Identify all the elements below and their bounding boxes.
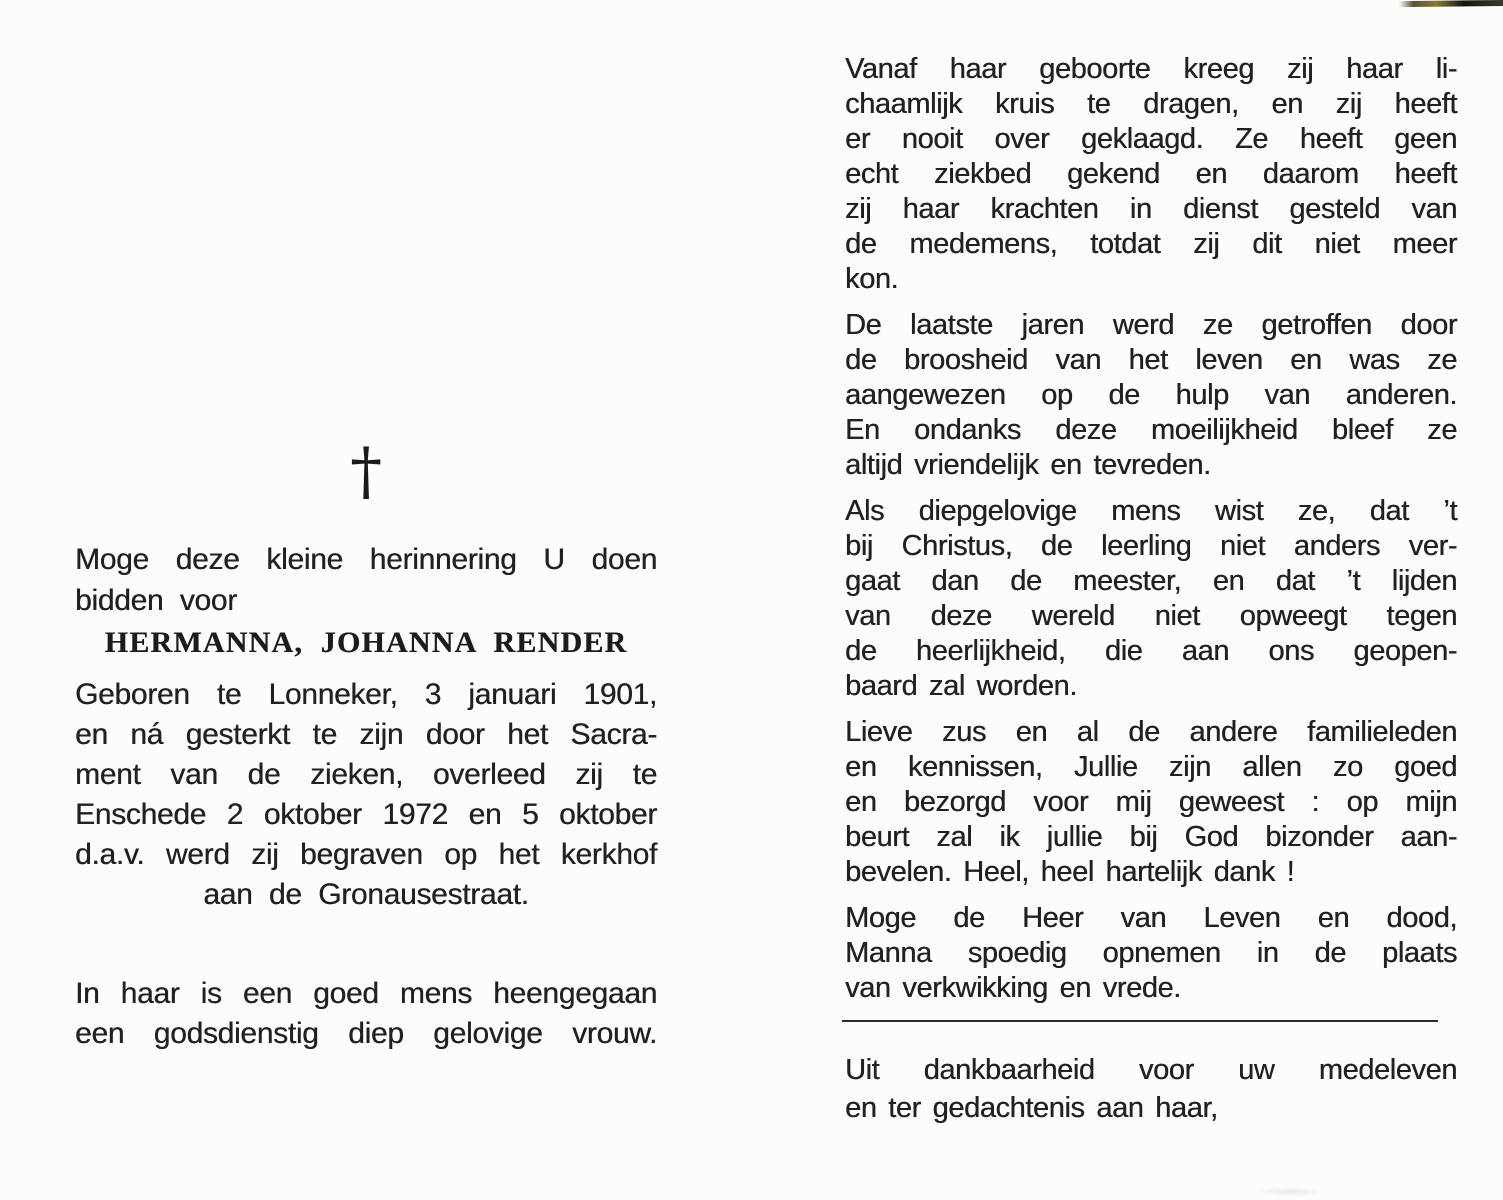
left-page <box>75 0 657 1200</box>
text-line: en bezorgd voor mij geweest : op mijn <box>845 786 1457 818</box>
text-line: d.a.v. werd zij begraven op het kerkhof <box>75 838 657 871</box>
text-line: De laatste jaren werd ze getroffen door <box>845 309 1457 341</box>
text-line: Vanaf haar geboorte kreeg zij haar li- <box>845 53 1457 85</box>
text-line: gaat dan de meester, en dat ’t lijden <box>845 565 1457 597</box>
text-line: Geboren te Lonneker, 3 januari 1901, <box>75 678 657 711</box>
paragraph <box>845 715 1457 890</box>
text-line: de heerlijkheid, die aan ons geopen- <box>845 635 1457 667</box>
text-line: Moge deze kleine herinnering U doen <box>75 543 657 576</box>
divider-line <box>842 1020 1438 1022</box>
cross-icon: † <box>350 435 382 509</box>
scan-smudge-artifact <box>1255 1186 1327 1197</box>
text-line: altijd vriendelijk en tevreden. <box>845 449 1211 481</box>
right-page <box>845 52 1457 1127</box>
text-line: bij Christus, de leerling niet anders ver- <box>845 530 1457 562</box>
text-line: echt ziekbed gekend en daarom heeft <box>845 158 1457 190</box>
text-line: beurt zal ik jullie bij God bizonder aan- <box>845 821 1457 853</box>
text-line: baard zal worden. <box>845 670 1077 702</box>
text-line: en ter gedachtenis aan haar, <box>845 1092 1218 1124</box>
text-line: Als diepgelovige mens wist ze, dat ’t <box>845 495 1457 527</box>
text-line: kon. <box>845 263 899 295</box>
text-line: bidden voor <box>75 584 237 617</box>
text-line: aangewezen op de hulp van anderen. <box>845 379 1457 411</box>
text-line: de medemens, totdat zij dit niet meer <box>845 228 1457 260</box>
text-line: zij haar krachten in dienst gesteld van <box>845 193 1457 225</box>
memorial-paragraphs <box>845 52 1457 1006</box>
epitaph-text <box>75 974 657 1054</box>
scan-edge-artifact <box>1399 0 1503 7</box>
paragraph <box>845 52 1457 297</box>
text-line: en ná gesterkt te zijn door het Sacra- <box>75 718 657 751</box>
text-line: Uit dankbaarheid voor uw medeleven <box>845 1054 1457 1086</box>
deceased-name: HERMANNA, JOHANNA RENDER <box>104 626 628 659</box>
paragraph <box>845 494 1457 704</box>
text-line: aan de Gronausestraat. <box>203 878 529 911</box>
life-details-text <box>75 675 657 915</box>
text-line: chaamlijk kruis te dragen, en zij heeft <box>845 88 1457 120</box>
text-line: Enschede 2 oktober 1972 en 5 oktober <box>75 798 657 831</box>
text-line: van verkwikking en vrede. <box>845 972 1181 1004</box>
text-line: Lieve zus en al de andere familieleden <box>845 716 1457 748</box>
text-line: In haar is een goed mens heengegaan <box>75 977 657 1010</box>
text-line: de broosheid van het leven en was ze <box>845 344 1457 376</box>
text-line: van deze wereld niet opweegt tegen <box>845 600 1457 632</box>
intro-text <box>75 539 657 621</box>
text-line: een godsdienstig diep gelovige vrouw. <box>75 1017 657 1050</box>
text-line: en kennissen, Jullie zijn allen zo goed <box>845 751 1457 783</box>
text-line: er nooit over geklaagd. Ze heeft geen <box>845 123 1457 155</box>
closing-text <box>845 1051 1457 1127</box>
paragraph <box>845 308 1457 483</box>
text-line: Moge de Heer van Leven en dood, <box>845 902 1457 934</box>
paragraph <box>845 901 1457 1006</box>
text-line: bevelen. Heel, heel hartelijk dank ! <box>845 856 1295 888</box>
text-line: En ondanks deze moeilijkheid bleef ze <box>845 414 1457 446</box>
text-line: ment van de zieken, overleed zij te <box>75 758 657 791</box>
text-line: Manna spoedig opnemen in de plaats <box>845 937 1457 969</box>
